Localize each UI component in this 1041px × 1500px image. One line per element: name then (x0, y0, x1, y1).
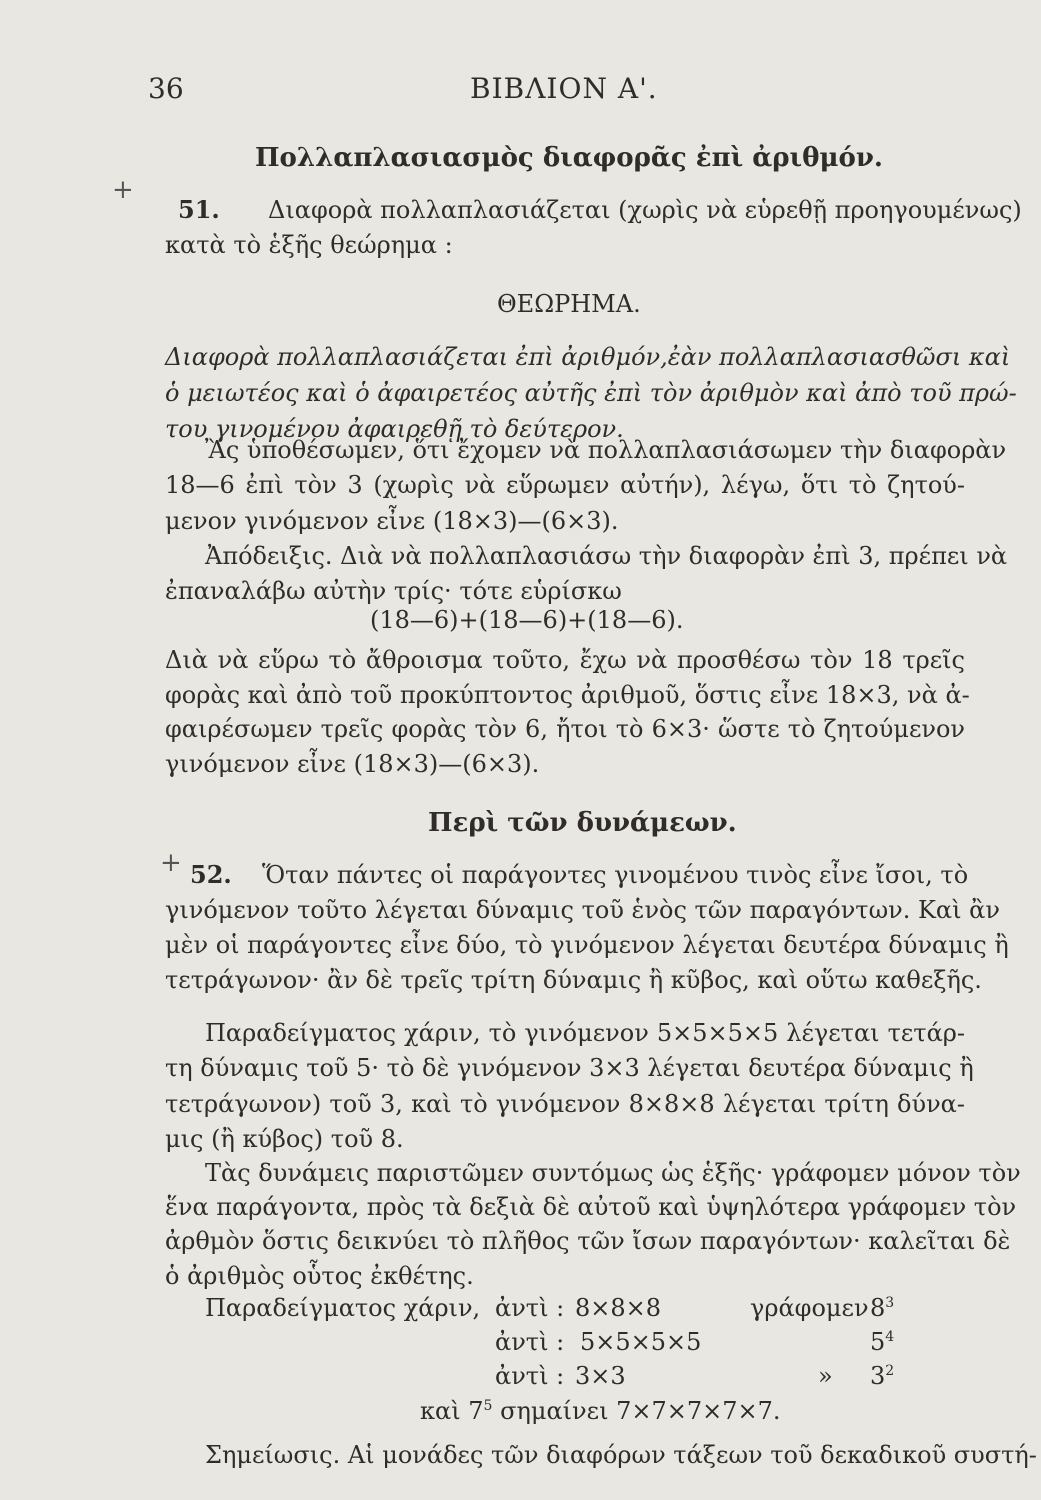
theorem-line: του γινομένου ἀφαιρεθῇ τὸ δεύτερον. (165, 415, 624, 443)
section-heading-multiplication: Πολλαπλασιασμὸς διαφορᾶς ἐπὶ ἀριθμόν. (255, 143, 883, 173)
text-line: Διαφορὰ πολλαπλασιάζεται (χωρὶς νὰ εὑρεθῇ προηγουμένως) (268, 196, 1022, 224)
power-base: 5 (870, 1328, 886, 1356)
table-write: γράφομεν (750, 1294, 869, 1322)
notation-line: ἕνα παράγοντα, πρὸς τὰ δεξιὰ δὲ αὐτοῦ καὶ ὑψηλότερα γράφομεν τὸν (165, 1193, 1017, 1221)
note-line: Σημείωσις. Αἱ μονάδες τῶν διαφόρων τάξεων τοῦ δεκαδικοῦ συστή- (205, 1441, 1037, 1469)
formula: (18—6)+(18—6)+(18—6). (370, 606, 684, 634)
theorem-line: Διαφορὰ πολλαπλασιάζεται ἐπὶ ἀριθμόν,ἐὰν πολλαπλασιασθῶσι καὶ (165, 343, 1011, 371)
text-line: μενον γινόμενον εἶνε (18×3)—(6×3). (165, 507, 619, 535)
proof-line: γινόμενον εἶνε (18×3)—(6×3). (165, 750, 540, 778)
notation-line: Τὰς δυνάμεις παριστῶμεν συντόμως ὡς ἑξῆς· γράφομεν μόνον τὸν (205, 1159, 1021, 1187)
paragraph-number: 51. (178, 195, 220, 224)
example-line: τετράγωνον) τοῦ 3, καὶ τὸ γινόμενον 8×8×8 λέγεται τρίτη δύνα- (165, 1090, 965, 1118)
theorem-line: ὁ μειωτέος καὶ ὁ ἀφαιρετέος αὐτῆς ἐπὶ τὸν ἀριθμὸν καὶ ἀπὸ τοῦ πρώ- (165, 379, 1017, 407)
proof-line: ἐπαναλάβω αὐτὴν τρίς· τότε εὑρίσκω (165, 577, 622, 605)
proof-line: φαιρέσωμεν τρεῖς φορὰς τὸν 6, ἤτοι τὸ 6×3· ὥστε τὸ ζητούμενον (165, 715, 965, 743)
proof-line: Διὰ νὰ εὕρω τὸ ἄθροισμα τοῦτο, ἔχω νὰ προσθέσω τὸν 18 τρεῖς (165, 646, 965, 674)
power-base: 3 (870, 1362, 886, 1390)
definition-line: τετράγωνον· ἂν δὲ τρεῖς τρίτη δύναμις ἢ κῦβος, καὶ οὕτω καθεξῆς. (165, 966, 982, 994)
page-number: 36 (148, 72, 184, 105)
last-post: σημαίνει 7×7×7×7×7. (500, 1397, 781, 1425)
example-line: Παραδείγματος χάριν, τὸ γινόμενον 5×5×5×5 λέγεται τετάρ- (205, 1019, 965, 1047)
example-line: τη δύναμις τοῦ 5· τὸ δὲ γινόμενον 3×3 λέγεται δευτέρα δύναμις ἢ (165, 1054, 974, 1082)
power-exponent: 3 (885, 1295, 895, 1311)
notation-line: ὁ ἀριθμὸς οὗτος ἐκθέτης. (165, 1262, 474, 1290)
text-line: 18—6 ἐπὶ τὸν 3 (χωρὶς νὰ εὕρωμεν αὐτήν), λέγω, ὅτι τὸ ζητού- (165, 471, 965, 499)
notation-line: ἀρθμὸν ὅστις δεικνύει τὸ πλῆθος τῶν ἴσων παραγόντων· καλεῖται δὲ (165, 1227, 1011, 1255)
definition-line: μὲν οἱ παράγοντες εἶνε δύο, τὸ γινόμενον λέγεται δευτέρα δύναμις ἢ (165, 931, 1009, 959)
table-lead: Παραδείγματος χάριν, (205, 1294, 481, 1322)
margin-mark: + (112, 175, 134, 205)
table-last-line (420, 1397, 781, 1425)
power-exponent: 4 (885, 1329, 895, 1345)
text-line: κατὰ τὸ ἑξῆς θεώρημα : (165, 231, 453, 259)
table-power (870, 1294, 894, 1322)
table-expr: 3×3 (575, 1362, 626, 1390)
proof-line: Ἀπόδειξις. Διὰ νὰ πολλαπλασιάσω τὴν διαφορὰν ἐπὶ 3, πρέπει νὰ (205, 542, 1008, 570)
running-head: ΒΙΒΛΙΟΝ Α'. (470, 72, 658, 105)
section-heading-powers: Περὶ τῶν δυνάμεων. (428, 808, 737, 838)
table-expr: 5×5×5×5 (580, 1328, 702, 1356)
table-power (870, 1362, 894, 1390)
margin-mark: + (160, 848, 182, 878)
example-line: μις (ἢ κύβος) τοῦ 8. (165, 1125, 404, 1153)
table-expr: 8×8×8 (575, 1294, 662, 1322)
table-write: » (818, 1362, 833, 1390)
proof-line: φορὰς καὶ ἀπὸ τοῦ προκύπτοντος ἀριθμοῦ, ὅστις εἶνε 18×3, νὰ ἀ- (165, 681, 970, 709)
last-exponent: 5 (483, 1398, 493, 1414)
table-anti: ἀντὶ : (495, 1294, 565, 1322)
power-base: 8 (870, 1294, 886, 1322)
last-pre: καὶ 7 (420, 1397, 484, 1425)
definition-line: Ὅταν πάντες οἱ παράγοντες γινομένου τινὸς εἶνε ἴσοι, τὸ (262, 861, 969, 889)
theorem-title: ΘΕΩΡΗΜΑ. (497, 290, 641, 318)
definition-line: γινόμενον τοῦτο λέγεται δύναμις τοῦ ἑνὸς τῶν παραγόντων. Καὶ ἂν (165, 896, 1000, 924)
table-anti: ἀντὶ : (495, 1362, 565, 1390)
power-exponent: 2 (885, 1363, 895, 1379)
table-power (870, 1328, 894, 1356)
table-anti: ἀντὶ : (495, 1328, 565, 1356)
paragraph-number: 52. (190, 860, 232, 889)
text-line: Ἂς ὑποθέσωμεν, ὅτι ἔχομεν νὰ πολλαπλασιάσωμεν τὴν διαφορὰν (205, 436, 1007, 464)
